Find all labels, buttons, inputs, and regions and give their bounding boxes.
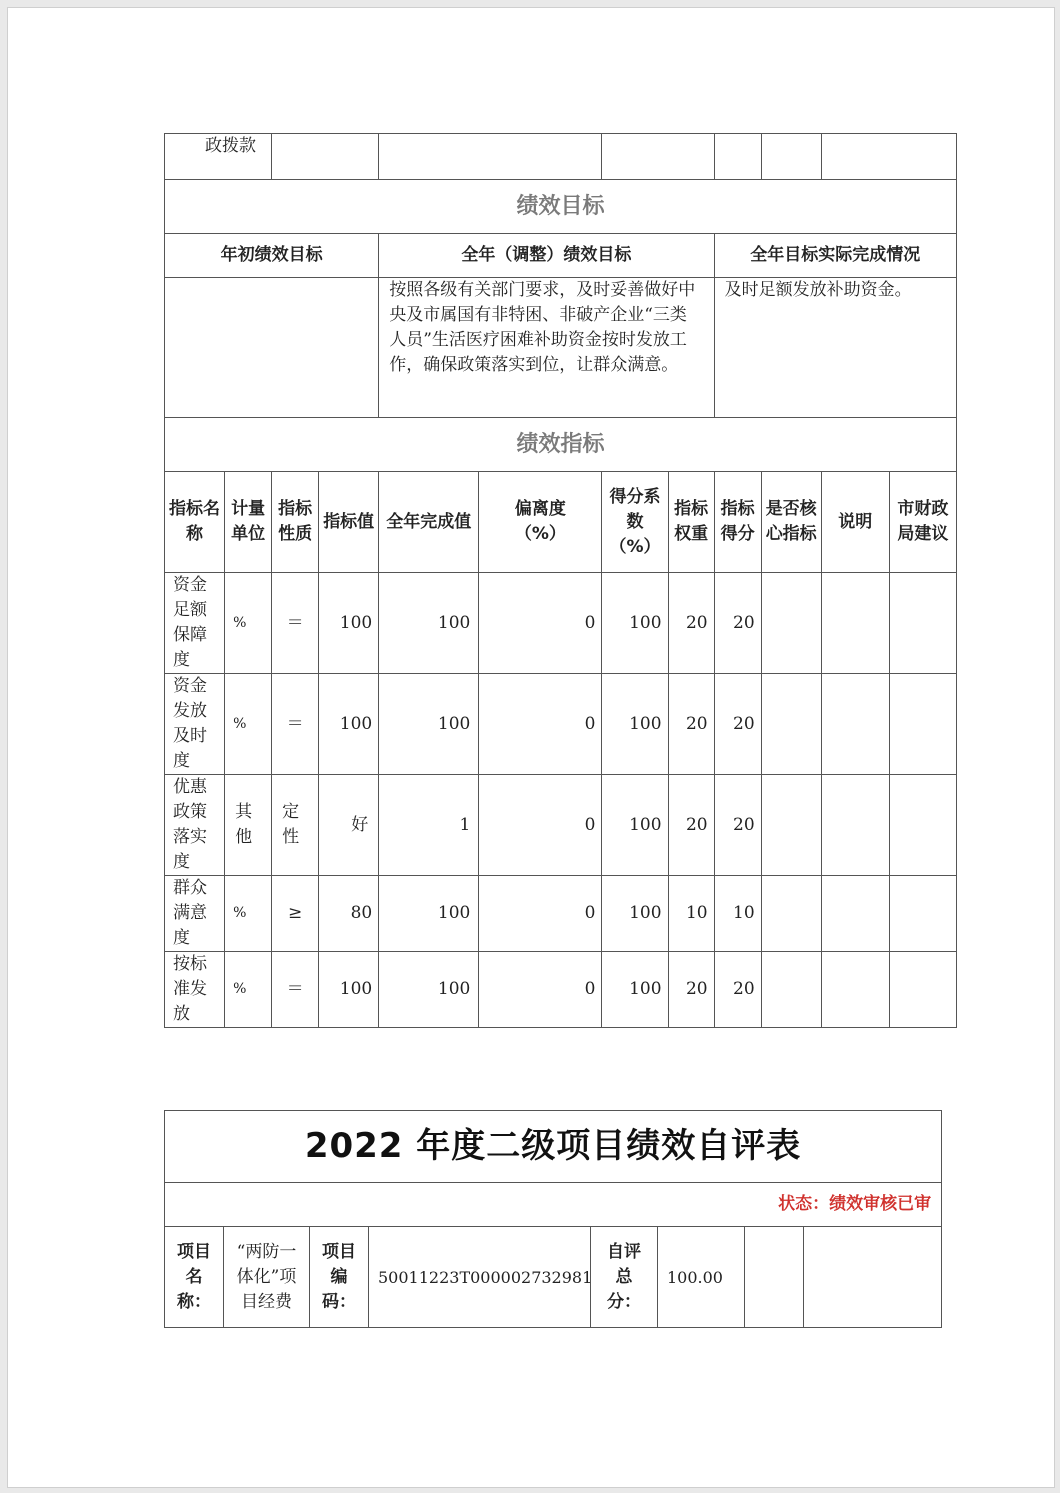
indicator-deviation: 0 bbox=[479, 674, 602, 775]
indicator-score: 20 bbox=[714, 674, 761, 775]
col-header: 得分系数（%） bbox=[602, 472, 668, 573]
indicator-weight: 20 bbox=[668, 775, 714, 876]
indicator-core bbox=[761, 876, 821, 952]
indicator-name: 资金足额保障度 bbox=[165, 573, 225, 674]
actual-goal-text: 及时足额发放补助资金。 bbox=[714, 278, 956, 418]
indicator-advice bbox=[889, 775, 956, 876]
indicator-deviation: 0 bbox=[479, 952, 602, 1028]
indicator-score: 10 bbox=[714, 876, 761, 952]
indicator-score: 20 bbox=[714, 952, 761, 1028]
indicator-unit: % bbox=[225, 573, 272, 674]
indicator-coef: 100 bbox=[602, 674, 668, 775]
col-header: 计量单位 bbox=[225, 472, 272, 573]
col-header: 指标性质 bbox=[272, 472, 319, 573]
indicator-note bbox=[821, 876, 889, 952]
indicator-target: 100 bbox=[319, 952, 379, 1028]
col-header: 指标得分 bbox=[714, 472, 761, 573]
indicator-nature: ＝ bbox=[272, 573, 319, 674]
indicator-core bbox=[761, 674, 821, 775]
indicator-coef: 100 bbox=[602, 876, 668, 952]
indicator-coef: 100 bbox=[602, 952, 668, 1028]
indicator-weight: 20 bbox=[668, 674, 714, 775]
initial-goal-header: 年初绩效目标 bbox=[165, 234, 379, 278]
initial-goal-text bbox=[165, 278, 379, 418]
indicator-coef: 100 bbox=[602, 573, 668, 674]
indicator-target: 80 bbox=[319, 876, 379, 952]
performance-table bbox=[164, 133, 957, 1028]
indicator-actual: 100 bbox=[379, 952, 479, 1028]
document-page bbox=[7, 7, 1055, 1488]
indicator-unit: % bbox=[225, 952, 272, 1028]
indicator-advice bbox=[889, 952, 956, 1028]
col-header: 市财政局建议 bbox=[889, 472, 956, 573]
indicator-nature: ＝ bbox=[272, 952, 319, 1028]
project-name-label: 项目名称： bbox=[165, 1227, 224, 1328]
indicator-name: 资金发放及时度 bbox=[165, 674, 225, 775]
col-header: 指标名称 bbox=[165, 472, 225, 573]
indicator-actual: 100 bbox=[379, 573, 479, 674]
indicators-section-title: 绩效指标 bbox=[165, 418, 957, 472]
indicator-weight: 20 bbox=[668, 952, 714, 1028]
indicator-weight: 10 bbox=[668, 876, 714, 952]
funding-row bbox=[165, 134, 957, 180]
indicator-nature: ＝ bbox=[272, 674, 319, 775]
indicator-target: 100 bbox=[319, 573, 379, 674]
goals-section-title: 绩效目标 bbox=[165, 180, 957, 234]
indicator-core bbox=[761, 952, 821, 1028]
indicator-advice bbox=[889, 573, 956, 674]
indicator-unit: % bbox=[225, 876, 272, 952]
indicator-score: 20 bbox=[714, 775, 761, 876]
indicator-name: 按标准发放 bbox=[165, 952, 225, 1028]
indicator-name: 群众满意度 bbox=[165, 876, 225, 952]
col-header: 是否核心指标 bbox=[761, 472, 821, 573]
indicator-note bbox=[821, 952, 889, 1028]
actual-goal-header: 全年目标实际完成情况 bbox=[714, 234, 956, 278]
indicator-note bbox=[821, 573, 889, 674]
indicator-weight: 20 bbox=[668, 573, 714, 674]
col-header: 指标值 bbox=[319, 472, 379, 573]
col-header: 说明 bbox=[821, 472, 889, 573]
indicator-header-row bbox=[165, 472, 957, 573]
adjusted-goal-text: 按照各级有关部门要求，及时妥善做好中央及市属国有非特困、非破产企业“三类人员”生活医疗困难补助资金按时发放工作，确保政策落实到位，让群众满意。 bbox=[379, 278, 714, 418]
indicator-advice bbox=[889, 674, 956, 775]
status-badge: 状态：绩效审核已审 bbox=[165, 1183, 942, 1227]
indicator-deviation: 0 bbox=[479, 775, 602, 876]
indicator-score: 20 bbox=[714, 573, 761, 674]
indicator-unit: % bbox=[225, 674, 272, 775]
indicator-nature: 定性 bbox=[272, 775, 319, 876]
indicator-deviation: 0 bbox=[479, 876, 602, 952]
indicator-core bbox=[761, 775, 821, 876]
indicator-actual: 100 bbox=[379, 674, 479, 775]
col-header: 全年完成值 bbox=[379, 472, 479, 573]
indicator-advice bbox=[889, 876, 956, 952]
indicator-nature: ≥ bbox=[272, 876, 319, 952]
table-row bbox=[165, 952, 957, 1028]
indicator-core bbox=[761, 573, 821, 674]
project-code: 50011223T000002732981 bbox=[369, 1227, 591, 1328]
table-row bbox=[165, 573, 957, 674]
table-row bbox=[165, 775, 957, 876]
table-row bbox=[165, 674, 957, 775]
table-row bbox=[165, 876, 957, 952]
indicator-coef: 100 bbox=[602, 775, 668, 876]
indicator-note bbox=[821, 775, 889, 876]
col-header: 指标权重 bbox=[668, 472, 714, 573]
indicator-actual: 100 bbox=[379, 876, 479, 952]
indicator-note bbox=[821, 674, 889, 775]
indicator-target: 100 bbox=[319, 674, 379, 775]
indicator-deviation: 0 bbox=[479, 573, 602, 674]
project-info-row bbox=[165, 1227, 942, 1328]
funding-label: 政拨款 bbox=[165, 134, 272, 180]
adjusted-goal-header: 全年（调整）绩效目标 bbox=[379, 234, 714, 278]
form-title: 2022 年度二级项目绩效自评表 bbox=[165, 1111, 942, 1183]
total-score: 100.00 bbox=[658, 1227, 745, 1328]
score-label: 自评总分： bbox=[591, 1227, 658, 1328]
indicator-name: 优惠政策落实度 bbox=[165, 775, 225, 876]
project-code-label: 项目编码： bbox=[310, 1227, 369, 1328]
indicator-actual: 1 bbox=[379, 775, 479, 876]
self-evaluation-form bbox=[164, 1110, 942, 1328]
project-name: “两防一体化”项目经费 bbox=[224, 1227, 310, 1328]
col-header: 偏离度（%） bbox=[479, 472, 602, 573]
indicator-unit: 其他 bbox=[225, 775, 272, 876]
indicator-target: 好 bbox=[319, 775, 379, 876]
